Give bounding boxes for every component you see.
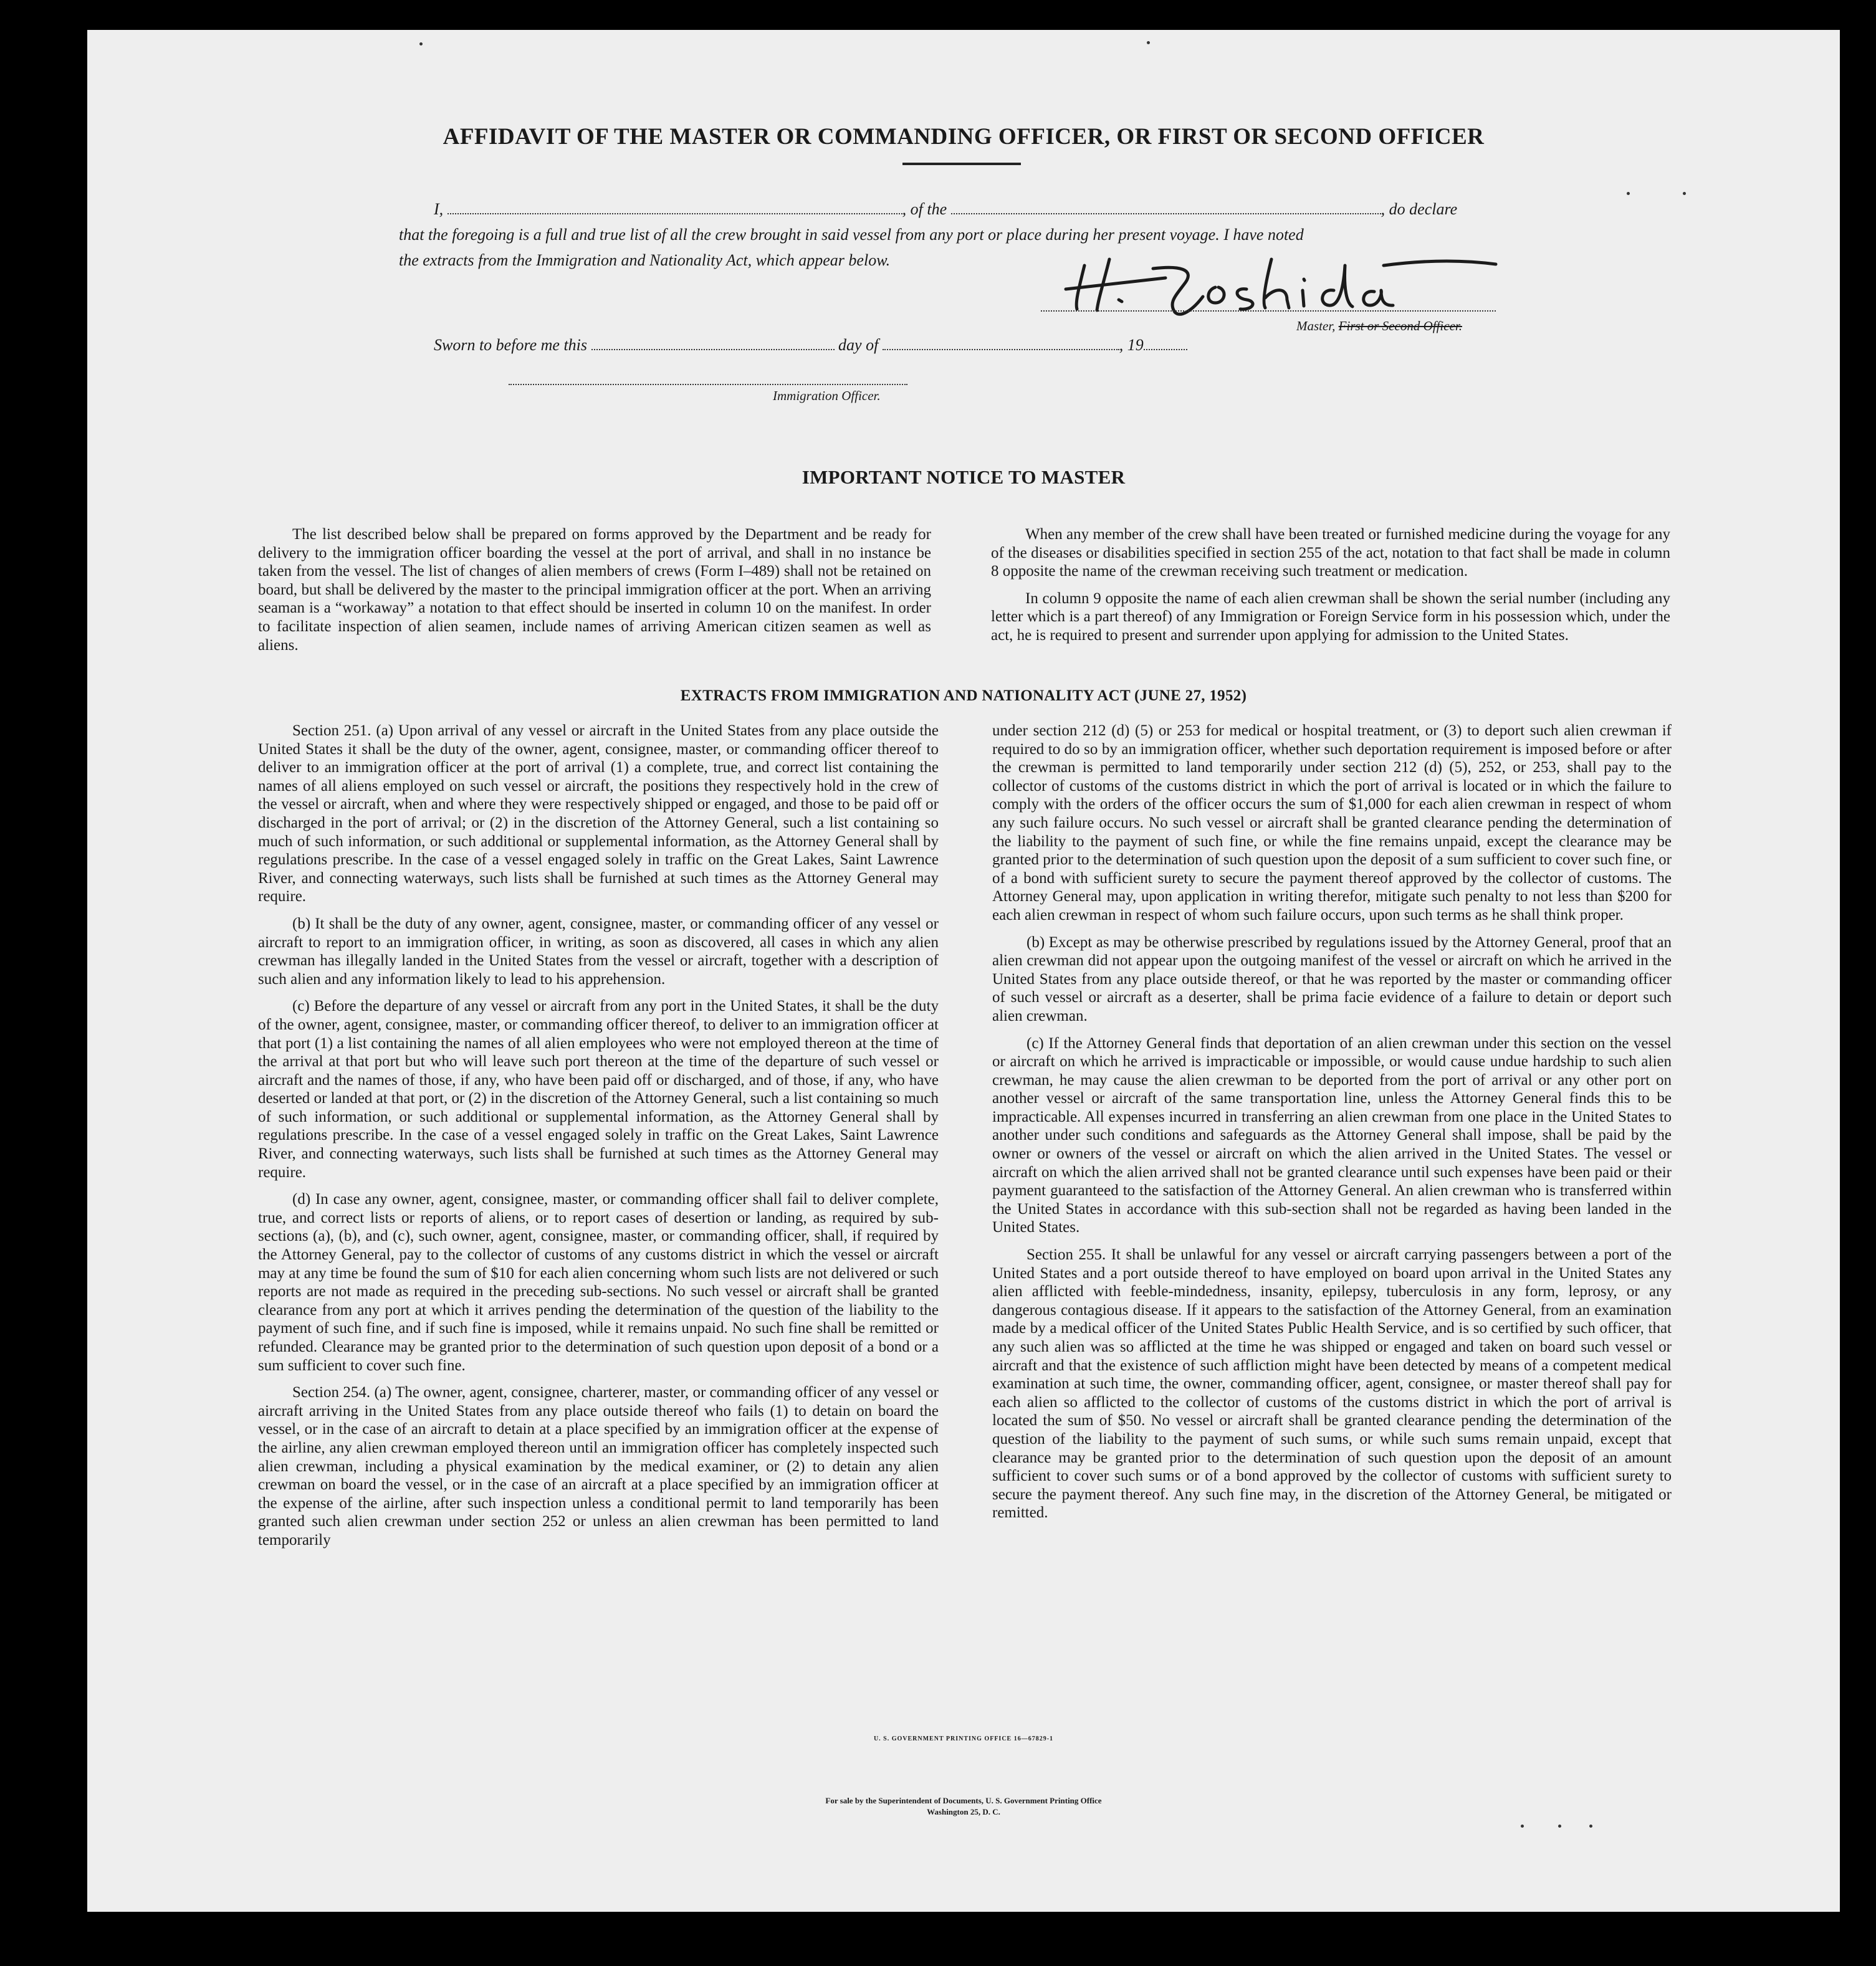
scan-speck xyxy=(1627,192,1630,195)
section-paragraph: (c) If the Attorney General finds that deportation of an alien crewman under this section on the vessel or aircraft on which he arrived is impracticable or impossible, or would cause undue hardship to such alien crewman, he may cause the alien crewman to be deported from the port of arrival or any other port on another vessel or aircraft of the same transportation line, unless the Attorney General finds this to be impracticable. All expenses incurred in transferring an alien crewman from one place in the United States to another under such conditions and safeguards as the Attorney General shall impose, shall be paid by the owner or owners of the vessel or aircraft on which the alien arrived in the United States. The vessel or aircraft on which the alien arrived shall not be granted clearance until such expenses have been paid or their payment guaranteed to the satisfaction of the Attorney General. An alien crewman who is transferred within the United States in accordance with this sub-section shall not be regarded as having been landed in the United States. xyxy=(992,1034,1672,1236)
declaration-line-2: that the foregoing is a full and true list of all the crew brought in said vessel from any port or place during her present voyage. I have noted xyxy=(399,226,1304,244)
do-declare-label: , do declare xyxy=(1381,200,1458,218)
section-paragraph: Section 255. It shall be unlawful for any vessel or aircraft carrying passengers between a port of the United States and a port outside thereof to have employed on board upon arrival in the United States any alien afflicted with feeble-mindedness, insanity, epilepsy, tuberculosis in any form, leprosy, or any dangerous contagious disease. If it appears to the satisfaction of the Attorney General, from an examination made by a medical officer of the United States Public Health Service, and is so certified by such officer, that any such alien was so afflicted at the time he was shipped or engaged and taken on board such vessel or aircraft and that the existence of such affliction might have been detected by means of a competent medical examination at such time, the owner, commanding officer, agent, consignee, or master thereof shall pay for each alien so afflicted to the collector of customs of the customs district in which the port of arrival is located the sum of $50. No vessel or aircraft shall be granted clearance pending the determination of the question of the liability to the payment of such sums, or while such sums remain unpaid, except that clearance may be granted prior to the determination of such question upon the deposit of an amount sufficient to cover such sums or of a bond approved by the collector of customs with sufficient surety to secure the payment thereof. Any such fine may, in the discretion of the Attorney General, be mitigated or remitted. xyxy=(992,1246,1672,1522)
document-page xyxy=(87,30,1840,1912)
name-field[interactable] xyxy=(447,198,902,214)
sworn-month-field[interactable] xyxy=(883,334,1119,350)
master-signature xyxy=(1060,241,1508,325)
printer-imprint: U. S. GOVERNMENT PRINTING OFFICE 16—67829-1 xyxy=(873,1735,1054,1742)
notice-paragraph: In column 9 opposite the name of each alien crewman shall be shown the serial number (including any letter which is a part thereof) of any Immigration or Foreign Service form in his possession which, under the act, he is required to present and surrender upon applying for admission to the United States. xyxy=(991,589,1670,644)
day-of-label: day of xyxy=(838,336,879,354)
sworn-year-field[interactable] xyxy=(1144,334,1187,350)
extracts-left-column xyxy=(258,722,939,1558)
section-paragraph: Section 251. (a) Upon arrival of any vessel or aircraft in the United States from any place outside the United States it shall be the duty of the owner, agent, consignee, master, or commanding officer thereof to deliver to an immigration officer at the port of arrival (1) a complete, true, and correct list containing the names of all aliens employed on such vessel or aircraft, the positions they respectively hold in the crew of the vessel or aircraft, when and where they were respectively shipped or engaged, and those to be paid off or discharged in the port of arrival; or (2) in the discretion of the Attorney General, such a list containing so much of such information, or such additional or supplemental information, as the Attorney General shall by regulations prescribe. In the case of a vessel engaged solely in traffic on the Great Lakes, Saint Lawrence River, and connecting waterways, such lists shall be furnished at such times as the Attorney General may require. xyxy=(258,722,939,905)
year-label: , 19 xyxy=(1119,336,1144,354)
section-paragraph: (d) In case any owner, agent, consignee, master, or commanding officer shall fail to deliver complete, true, and correct lists or reports of aliens, or to report cases of desertion or landing, as required by sub-sections (a), (b), and (c), such owner, agent, consignee, master, or commanding officer, shall, if required by the Attorney General, pay to the collector of customs of any customs district in which the vessel or aircraft may at any time be found the sum of $10 for each alien concerning whom such lists are not delivered or such reports are not made as required in the preceding sub-sections. No such vessel or aircraft shall be granted clearance from any port at which it arrives pending the determination of the question of the liability to the payment of such fine, and if such fine is imposed, while it remains unpaid. No such fine shall be remitted or refunded. Clearance may be granted prior to the determination of such question upon deposit of a bond or a sum sufficient to cover such fine. xyxy=(258,1191,939,1374)
notice-paragraph: When any member of the crew shall have been treated or furnished medicine during the voyage for any of the diseases or disabilities specified in section 255 of the act, notation to that fact shall be made in column 8 opposite the name of the crewman receiving such treatment or medication. xyxy=(991,526,1670,580)
master-label: Master, xyxy=(1296,318,1336,333)
declaration-line-1 xyxy=(434,198,1606,219)
vessel-field[interactable] xyxy=(951,198,1381,214)
signature-image xyxy=(1060,241,1508,322)
scan-speck xyxy=(1521,1825,1524,1828)
sworn-line xyxy=(434,334,1344,355)
section-paragraph: Section 254. (a) The owner, agent, consignee, charterer, master, or commanding officer of any vessel or aircraft arriving in the United States from any place outside thereof who fails (1) to detain on board the vessel, or in the case of an aircraft to detain at a place specified by an immigration officer at the expense of the airline, any alien crewman employed thereon until an immigration officer has completely inspected such alien crewman, including a physical examination by the medical examiner, or (2) to detain any alien crewman on board the vessel, or in the case of an aircraft at a place specified by an immigration officer at the expense of the airline, after such inspection unless a conditional permit to land temporarily has been granted such alien crewman under section 252 or unless an alien crewman has been permitted to land temporarily xyxy=(258,1384,939,1548)
scan-speck xyxy=(1589,1825,1592,1828)
notice-title: IMPORTANT NOTICE TO MASTER xyxy=(802,466,1126,488)
sale-line-2: Washington 25, D. C. xyxy=(927,1807,1000,1816)
affidavit-title: AFFIDAVIT OF THE MASTER OR COMMANDING OFFICER, OR FIRST OR SECOND OFFICER xyxy=(443,124,1485,150)
scan-speck xyxy=(419,42,423,45)
section-paragraph: under section 212 (d) (5) or 253 for medical or hospital treatment, or (3) to deport such alien crewman if required to do so by an immigration officer, whether such deportation requirement is imposed before or after the crewman is permitted to land temporarily under section 212 (d) (5), 252, or 253, shall pay to the collector of customs of the customs district in which the port of arrival is located or in which the failure to comply with the orders of the officer occurs the sum of $1,000 for each alien crewman in respect of whom any such failure occurs. No such vessel or aircraft shall be granted clearance pending the determination of the liability to the payment of such fine, or while the fine remains unpaid, except the clearance may be granted prior to the determination of such question upon the deposit of a sum sufficient to cover such fine, or of a bond with sufficient surety to secure the payment thereof approved by the collector of customs. The Attorney General may, upon application in writing therefor, mitigate such penalty to not less than $200 for each alien crewman in respect of whom such failure occurs, upon such terms as he shall think proper. xyxy=(992,722,1672,923)
title-divider xyxy=(902,163,1021,165)
master-caption xyxy=(1296,318,1462,334)
sworn-day-field[interactable] xyxy=(591,334,835,350)
declaration-line-3: the extracts from the Immigration and Nationality Act, which appear below. xyxy=(399,251,891,269)
extracts-title: EXTRACTS FROM IMMIGRATION AND NATIONALITY ACT (JUNE 27, 1952) xyxy=(680,687,1247,704)
of-the-label: , of the xyxy=(902,200,947,218)
scan-speck xyxy=(1147,41,1150,44)
immigration-officer-signature-line[interactable] xyxy=(509,384,907,385)
i-label: I, xyxy=(434,200,444,218)
section-paragraph: (b) Except as may be otherwise prescribed by regulations issued by the Attorney General, proof that an alien crewman did not appear upon the outgoing manifest of the vessel or aircraft on which he arrived in the United States from any place outside thereof, or that he was reported by the master or commanding officer of such vessel or aircraft as a deserter, shall be prima facie evidence of a failure to detain or deport such alien crewman. xyxy=(992,933,1672,1024)
scan-speck xyxy=(1558,1825,1561,1828)
notice-left-column xyxy=(258,525,931,663)
signature-line xyxy=(1041,310,1496,312)
section-paragraph: (b) It shall be the duty of any owner, agent, consignee, master, or commanding officer of any vessel or aircraft to report to an immigration officer, in writing, as soon as discovered, all cases in which any alien crewman has illegally landed in the United States from the vessel or aircraft, together with a description of such alien and any information likely to lead to his apprehension. xyxy=(258,915,939,988)
scan-speck xyxy=(1683,192,1686,195)
notice-right-column xyxy=(991,525,1670,654)
extracts-right-column xyxy=(992,722,1672,1531)
notice-paragraph: The list described below shall be prepared on forms approved by the Department and be ready for delivery to the immigration officer boarding the vessel at the port of arrival, and shall in no instance be taken from the vessel. The list of changes of alien members of crews (Form I–489) shall not be retained on board, but shall be delivered by the master to the principal immigration officer at the port. When an arriving seaman is a “workaway” a notation to that effect should be inserted in column 10 on the manifest. In order to facilitate inspection of alien seamen, include names of arriving American citizen seamen as well as aliens. xyxy=(258,526,931,654)
section-paragraph: (c) Before the departure of any vessel or aircraft from any port in the United States, it shall be the duty of the owner, agent, consignee, master, or commanding officer thereof, to deliver to an immigration officer at that port (1) a list containing the names of all alien employees who were not employed thereon at the time of the arrival at that port but who will leave such port thereon at the time of the departure of such vessel or aircraft and the names of those, if any, who have been paid off or discharged, and of those, if any, who have deserted or landed at that port, or (2) in the discretion of the Attorney General, such a list containing so much of such information, or such additional or supplemental information, as the Attorney General shall by regulations prescribe. In the case of a vessel engaged solely in traffic on the Great Lakes, Saint Lawrence River, and connecting waterways, such lists shall be furnished at such times as the Attorney General may require. xyxy=(258,998,939,1181)
sale-notice xyxy=(87,1795,1840,1818)
immigration-officer-label: Immigration Officer. xyxy=(773,388,881,403)
sworn-label: Sworn to before me this xyxy=(434,336,588,354)
sale-line-1: For sale by the Superintendent of Documents, U. S. Government Printing Office xyxy=(825,1796,1102,1805)
struck-officer-label: First or Second Officer. xyxy=(1338,318,1462,333)
